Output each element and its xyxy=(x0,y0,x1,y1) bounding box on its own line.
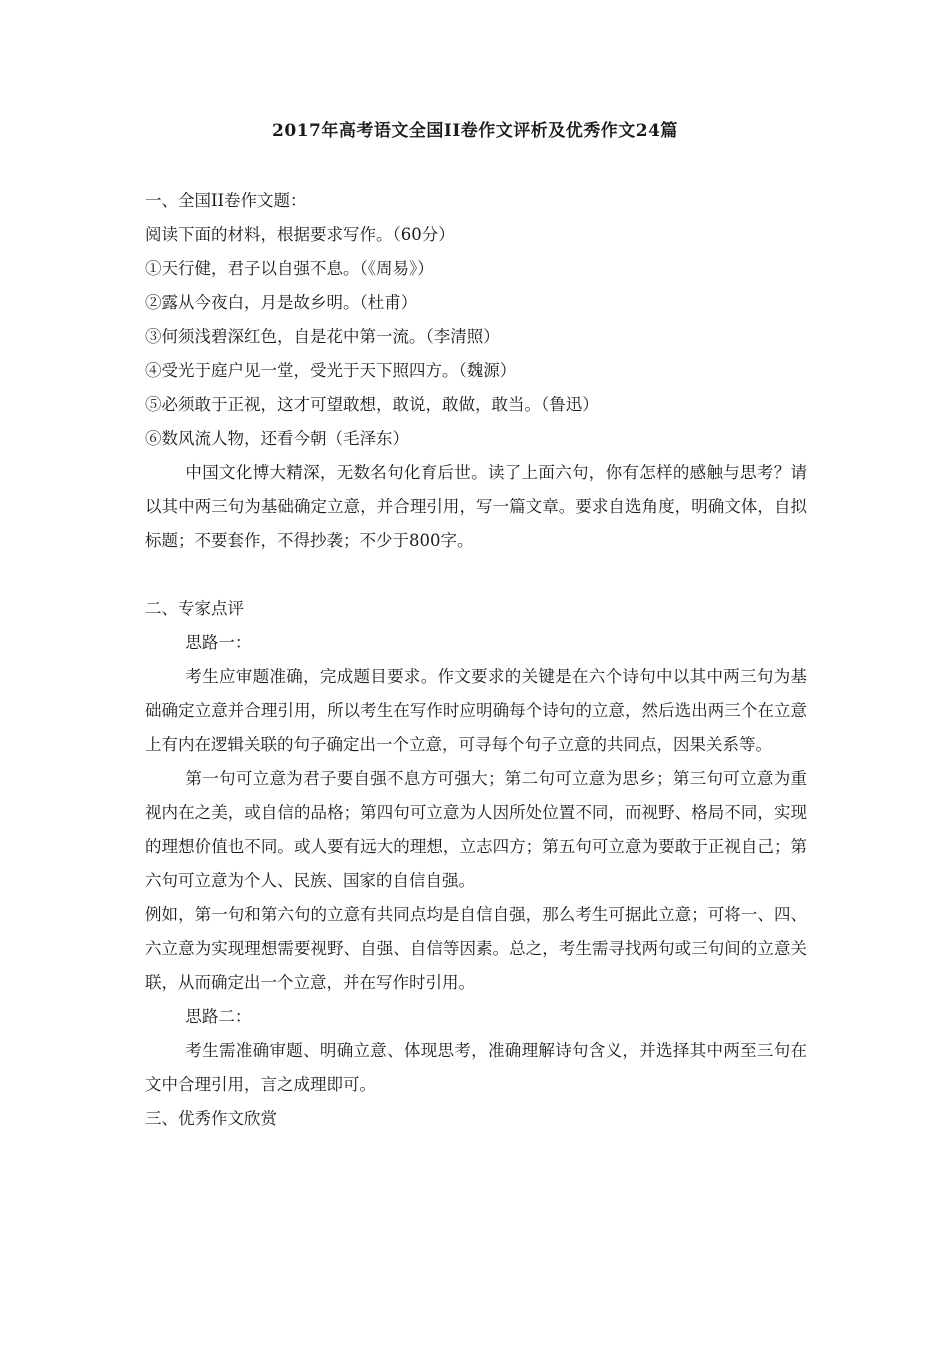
quote-item: ⑥数风流人物，还看今朝（毛泽东） xyxy=(145,429,409,448)
section3-heading: 三、优秀作文欣赏 xyxy=(145,1109,277,1128)
document-body xyxy=(145,184,807,1136)
quote-item: ②露从今夜白，月是故乡明。（杜甫） xyxy=(145,293,418,312)
quote-item: ④受光于庭户见一堂，受光于天下照四方。（魏源） xyxy=(145,361,517,380)
idea2-paragraph-1: 考生需准确审题、明确立意、体现思考，准确理解诗句含义，并选择其中两至三句在文中合理引用，言之成理即可。 xyxy=(145,1041,807,1094)
section1-intro: 阅读下面的材料，根据要求写作。（60分） xyxy=(145,225,455,244)
quote-item: ③何须浅碧深红色，自是花中第一流。（李清照） xyxy=(145,327,500,346)
section2-heading: 二、专家点评 xyxy=(145,599,244,618)
idea1-paragraph-1: 考生应审题准确，完成题目要求。作文要求的关键是在六个诗句中以其中两三句为基础确定立意并合理引用，所以考生在写作时应明确每个诗句的立意，然后选出两三个在立意上有内在逻辑关联的句子确定出一个立意，可寻每个句子立意的共同点，因果关系等。 xyxy=(145,667,807,754)
idea1-paragraph-2: 第一句可立意为君子要自强不息方可强大；第二句可立意为思乡；第三句可立意为重视内在之美，或自信的品格；第四句可立意为人因所处位置不同，而视野、格局不同，实现的理想价值也不同。或人要有远大的理想，立志四方；第五句可立意为要敢于正视自己；第六句可立意为个人、民族、国家的自信自强。 xyxy=(145,769,807,890)
idea1-paragraph-3: 例如，第一句和第六句的立意有共同点均是自信自强，那么考生可据此立意；可将一、四、六立意为实现理想需要视野、自强、自信等因素。总之，考生需寻找两句或三句间的立意关联，从而确定出一个立意，并在写作时引用。 xyxy=(145,905,807,992)
quote-item: ①天行健，君子以自强不息。（《周易》） xyxy=(145,259,434,278)
document-title: 2017年高考语文全国II卷作文评析及优秀作文24篇 xyxy=(272,121,678,141)
idea1-label: 思路一： xyxy=(185,633,252,652)
section1-heading: 一、全国II卷作文题： xyxy=(145,191,307,210)
section1-requirement: 中国文化博大精深，无数名句化育后世。读了上面六句，你有怎样的感触与思考？请以其中两三句为基础确定立意，并合理引用，写一篇文章。要求自选角度，明确文体，自拟标题；不要套作，不得抄袭；不少于800字。 xyxy=(145,463,807,550)
quote-item: ⑤必须敢于正视，这才可望敢想，敢说，敢做，敢当。（鲁迅） xyxy=(145,395,599,414)
idea2-label: 思路二： xyxy=(185,1007,252,1026)
paragraph-gap xyxy=(145,558,807,592)
